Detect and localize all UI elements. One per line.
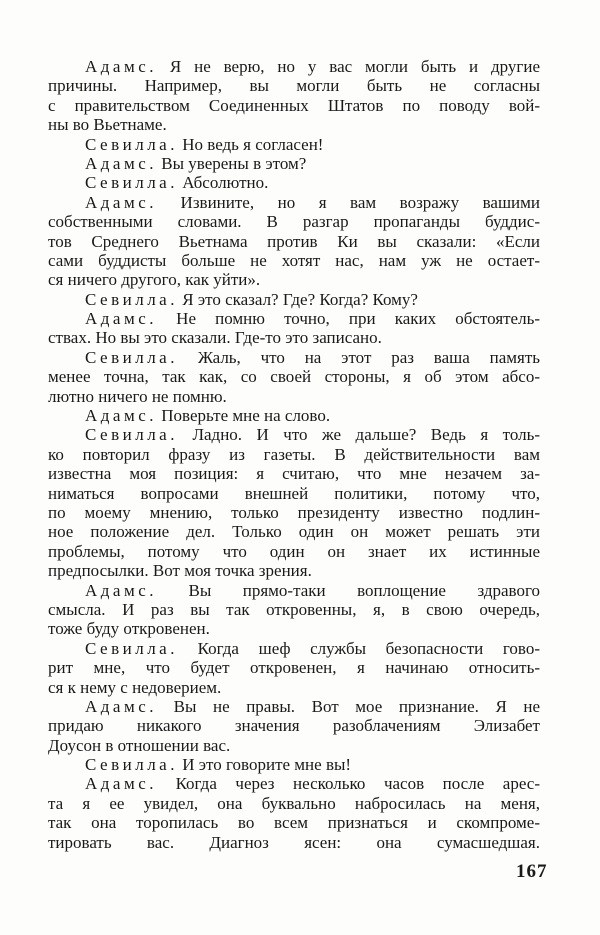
line-text: Вы прямо-таки воплощение здравого — [188, 580, 541, 600]
line-text: та я ее увидел, она буквально набросилась на меня, — [48, 793, 540, 813]
line-text: ко повторил фразу из газеты. В действительности вам — [48, 444, 540, 464]
text-line — [48, 813, 540, 832]
line-text: ны во Вьетнаме. — [48, 115, 167, 135]
line-text: ниматься вопросами внешней политики, потому что, — [48, 483, 540, 503]
line-text: предпосылки. Вот моя точка зрения. — [48, 561, 312, 581]
line-text: ся к нему с недоверием. — [48, 677, 222, 697]
text-line — [48, 425, 540, 444]
line-text: тов Среднего Вьетнама против Ки вы сказали: «Если — [48, 231, 540, 251]
text-line — [48, 232, 540, 251]
line-text: Но ведь я согласен! — [182, 134, 324, 154]
speaker-name: Севилла. — [85, 755, 178, 775]
line-text: Ладно. И что же дальше? Ведь я толь- — [192, 425, 540, 445]
text-line — [48, 794, 540, 813]
line-text: проблемы, потому что один он знает их истинные — [48, 541, 540, 561]
line-text: тоже буду откровенен. — [48, 619, 210, 639]
line-text: известна моя позиция: я считаю, что мне незачем за- — [48, 464, 540, 484]
line-text: рит мне, что будет откровенен, я начинаю относить- — [48, 658, 540, 678]
text-line — [48, 833, 540, 852]
line-text: Когда через несколько часов после арес- — [175, 774, 540, 794]
line-text: Вы не правы. Вот мое признание. Я не — [173, 696, 541, 716]
text-line — [48, 658, 540, 677]
speaker-name: Севилла. — [85, 134, 178, 154]
text-line — [48, 678, 540, 697]
text-line — [48, 57, 540, 76]
line-text: менее точна, так как, со своей стороны, я об этом абсо- — [48, 367, 540, 387]
text-line — [48, 173, 540, 192]
line-text: тировать вас. Диагноз ясен: она сумасшедшая. — [48, 832, 540, 852]
line-text: Я это сказал? Где? Когда? Кому? — [182, 289, 418, 309]
speaker-name: Севилла. — [85, 289, 178, 309]
text-line — [48, 290, 540, 309]
line-text: лютно ничего не помню. — [48, 386, 227, 406]
line-text: И это говорите мне вы! — [182, 755, 352, 775]
text-line — [48, 270, 540, 289]
page-number: 167 — [516, 861, 548, 882]
text-line — [48, 600, 540, 619]
speaker-name: Севилла. — [85, 347, 178, 367]
line-text: Извините, но я вам возражу вашими — [180, 192, 540, 212]
line-text: по моему мнению, только президенту известно подлин- — [48, 502, 540, 522]
line-text: Не помню точно, при каких обстоятель- — [176, 309, 541, 329]
text-line — [48, 406, 540, 425]
speaker-name: Адамс. — [85, 153, 158, 173]
text-line — [48, 76, 540, 95]
text-line — [48, 522, 540, 541]
text-line — [48, 212, 540, 231]
text-line — [48, 328, 540, 347]
dialogue-text — [48, 57, 540, 852]
speaker-name: Адамс. — [85, 774, 158, 794]
line-text: Когда шеф службы безопасности гово- — [197, 638, 541, 658]
line-text: ствах. Но вы это сказали. Где-то это записано. — [48, 328, 382, 348]
text-line — [48, 193, 540, 212]
line-text: смысла. И раз вы так откровенны, я, в свою очередь, — [48, 599, 540, 619]
line-text: Абсолютно. — [182, 173, 269, 193]
text-line — [48, 697, 540, 716]
text-line — [48, 716, 540, 735]
text-line — [48, 387, 540, 406]
text-line — [48, 542, 540, 561]
text-line — [48, 581, 540, 600]
speaker-name: Адамс. — [85, 192, 158, 212]
text-line — [48, 135, 540, 154]
line-text: ся ничего другого, как уйти». — [48, 270, 261, 290]
line-text: причины. Например, вы могли быть не согласны — [48, 76, 540, 96]
speaker-name: Адамс. — [85, 406, 158, 426]
text-line — [48, 561, 540, 580]
line-text: Я не верю, но у вас могли быть и другие — [169, 57, 540, 76]
speaker-name: Адамс. — [85, 696, 158, 716]
speaker-name: Севилла. — [85, 173, 178, 193]
speaker-name: Адамс. — [85, 57, 158, 76]
text-line — [48, 348, 540, 367]
line-text: сами буддисты больше не хотят нас, нам уж не остает- — [48, 250, 540, 270]
text-line — [48, 503, 540, 522]
text-line — [48, 115, 540, 134]
text-line — [48, 309, 540, 328]
text-line — [48, 367, 540, 386]
line-text: Доусон в отношении вас. — [48, 735, 231, 755]
text-line — [48, 154, 540, 173]
line-text: Вы уверены в этом? — [161, 153, 307, 173]
line-text: с правительством Соединенных Штатов по поводу вой- — [48, 95, 540, 115]
line-text: Поверьте мне на слово. — [161, 406, 331, 426]
line-text: ное положение дел. Только один он может решать эти — [48, 522, 540, 542]
text-line — [48, 251, 540, 270]
text-line — [48, 639, 540, 658]
text-line — [48, 445, 540, 464]
text-line — [48, 464, 540, 483]
line-text: Жаль, что на этот раз ваша память — [197, 347, 540, 367]
speaker-name: Севилла. — [85, 425, 178, 445]
speaker-name: Адамс. — [85, 580, 158, 600]
text-line — [48, 619, 540, 638]
line-text: придаю никакого значения разоблачениям Элизабет — [48, 716, 540, 736]
speaker-name: Адамс. — [85, 309, 158, 329]
text-line — [48, 736, 540, 755]
text-line — [48, 774, 540, 793]
line-text: собственными словами. В разгар пропаганды буддис- — [48, 212, 540, 232]
text-line — [48, 755, 540, 774]
speaker-name: Севилла. — [85, 638, 178, 658]
line-text: так она торопилась во всем признаться и скомпроме- — [48, 813, 540, 833]
text-line — [48, 96, 540, 115]
text-line — [48, 484, 540, 503]
